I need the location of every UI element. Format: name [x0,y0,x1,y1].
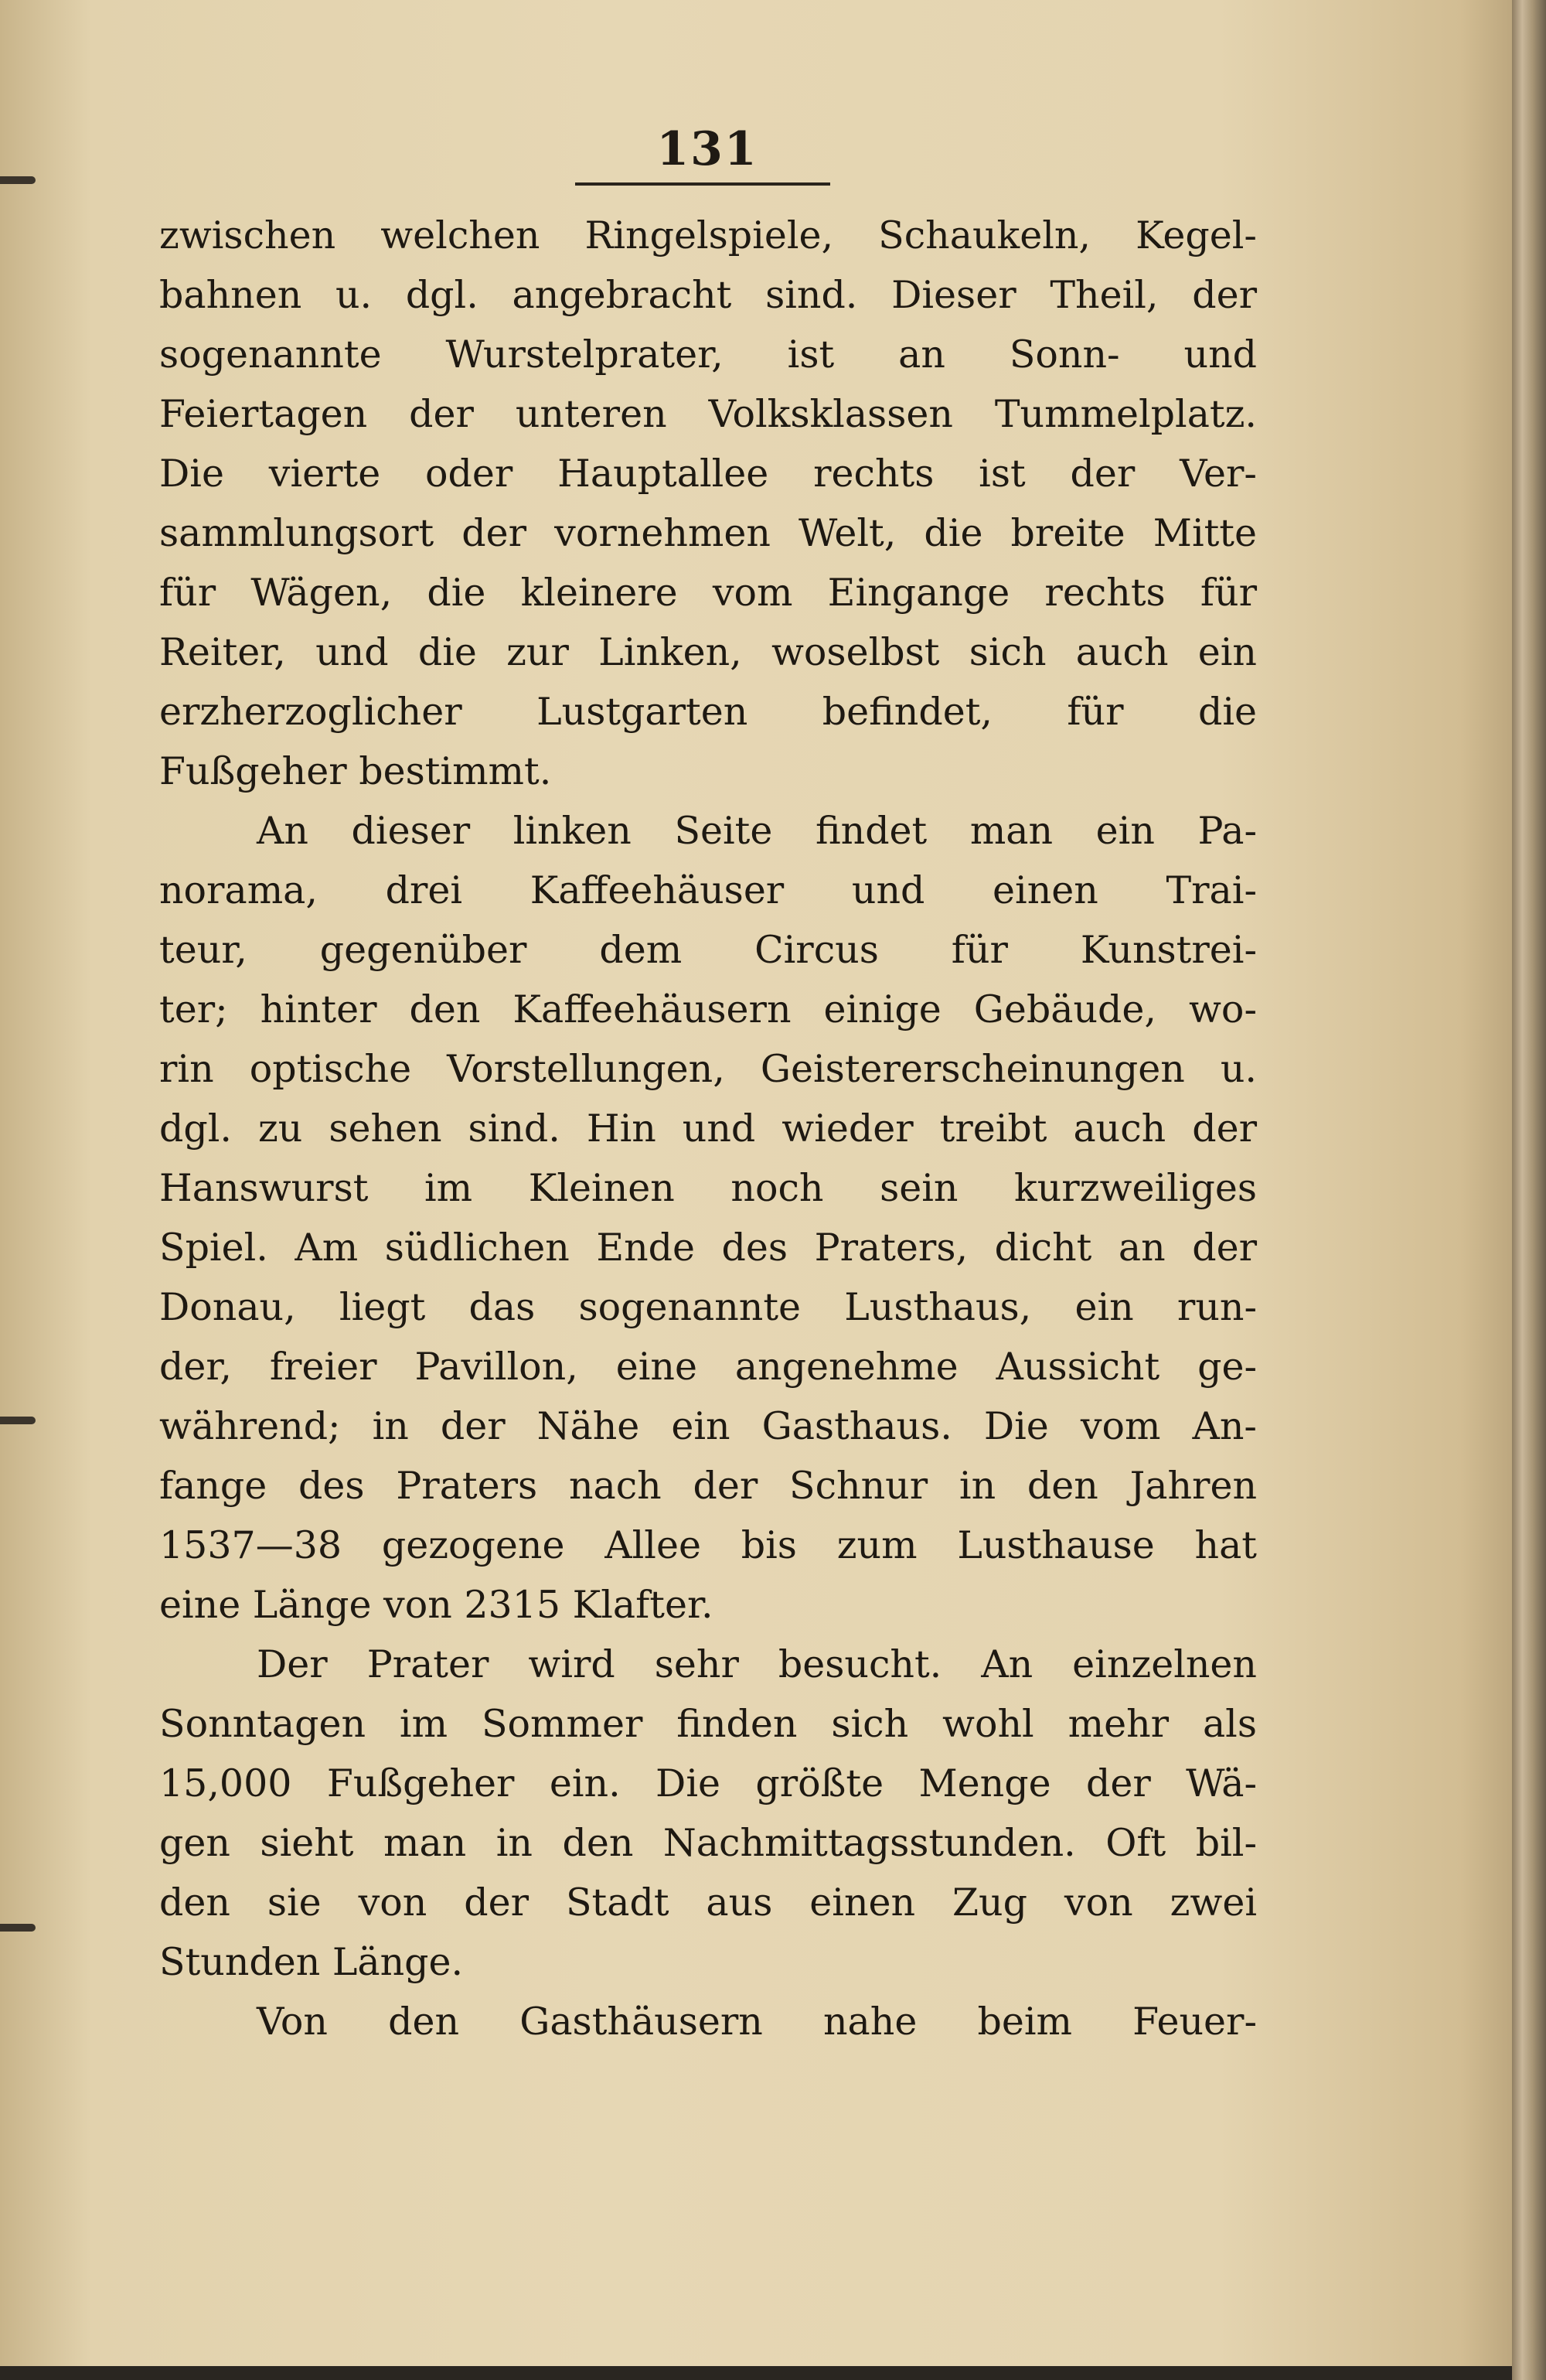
page-number: 131 [656,122,758,176]
text-line: sammlungsort der vornehmen Welt, die breite Mitte [159,511,1257,555]
text-line: Von den Gasthäusern nahe beim Feuer- [257,2000,1257,2044]
text-line: fange des Praters nach der Schnur in den Jahren [159,1464,1257,1508]
text-line: eine Länge von 2315 Klafter. [159,1583,713,1627]
text-line: Die vierte oder Hauptallee rechts ist der Ver- [159,452,1257,496]
text-line: sogenannte Wurstelprater, ist an Sonn- und [159,332,1257,377]
text-line: Spiel. Am südlichen Ende des Praters, dicht an der [159,1226,1257,1270]
text-line: ter; hinter den Kaffeehäusern einige Gebäude, wo- [159,987,1257,1031]
text-line: 1537—38 gezogene Allee bis zum Lusthause hat [159,1523,1257,1567]
text-line: zwischen welchen Ringelspiele, Schaukeln, Kegel- [159,213,1257,257]
text-line: während; in der Nähe ein Gasthaus. Die vom An- [159,1404,1257,1448]
text-line: teur, gegenüber dem Circus für Kunstrei- [159,928,1257,972]
text-line: bahnen u. dgl. angebracht sind. Dieser Theil, der [159,273,1257,317]
text-line: rin optische Vorstellungen, Geistererscheinungen u. [159,1047,1257,1091]
text-line: Der Prater wird sehr besucht. An einzelnen [257,1642,1257,1686]
text-line: Reiter, und die zur Linken, woselbst sich auch ein [159,630,1257,674]
text-line: 15,000 Fußgeher ein. Die größte Menge der Wä- [159,1761,1257,1805]
body-text [159,206,1257,2051]
text-line: An dieser linken Seite findet man ein Pa- [257,809,1257,853]
text-line: Fußgeher bestimmt. [159,749,552,793]
text-line: Sonntagen im Sommer finden sich wohl mehr als [159,1702,1257,1746]
text-line: der, freier Pavillon, eine angenehme Aussicht ge- [159,1345,1257,1389]
text-line: Stunden Länge. [159,1940,464,1984]
text-line: für Wägen, die kleinere vom Eingange rechts für [159,571,1257,615]
text-line: dgl. zu sehen sind. Hin und wieder treibt auch der [159,1106,1257,1151]
page-edge [1512,0,1546,2380]
text-line: den sie von der Stadt aus einen Zug von zwei [159,1880,1257,1925]
binding-stitch [0,1417,36,1424]
text-line: erzherzoglicher Lustgarten befindet, für die [159,690,1257,734]
header-rule [575,182,830,186]
text-line: Donau, liegt das sogenannte Lusthaus, ein run- [159,1285,1257,1329]
text-line: Hanswurst im Kleinen noch sein kurzweiliges [159,1166,1257,1210]
text-line: Feiertagen der unteren Volksklassen Tummelplatz. [159,392,1257,436]
binding-stitch [0,176,36,184]
text-line: gen sieht man in den Nachmittagsstunden. Oft bil- [159,1821,1257,1865]
text-line: norama, drei Kaffeehäuser und einen Trai- [159,868,1257,912]
binding-stitch [0,1924,36,1932]
